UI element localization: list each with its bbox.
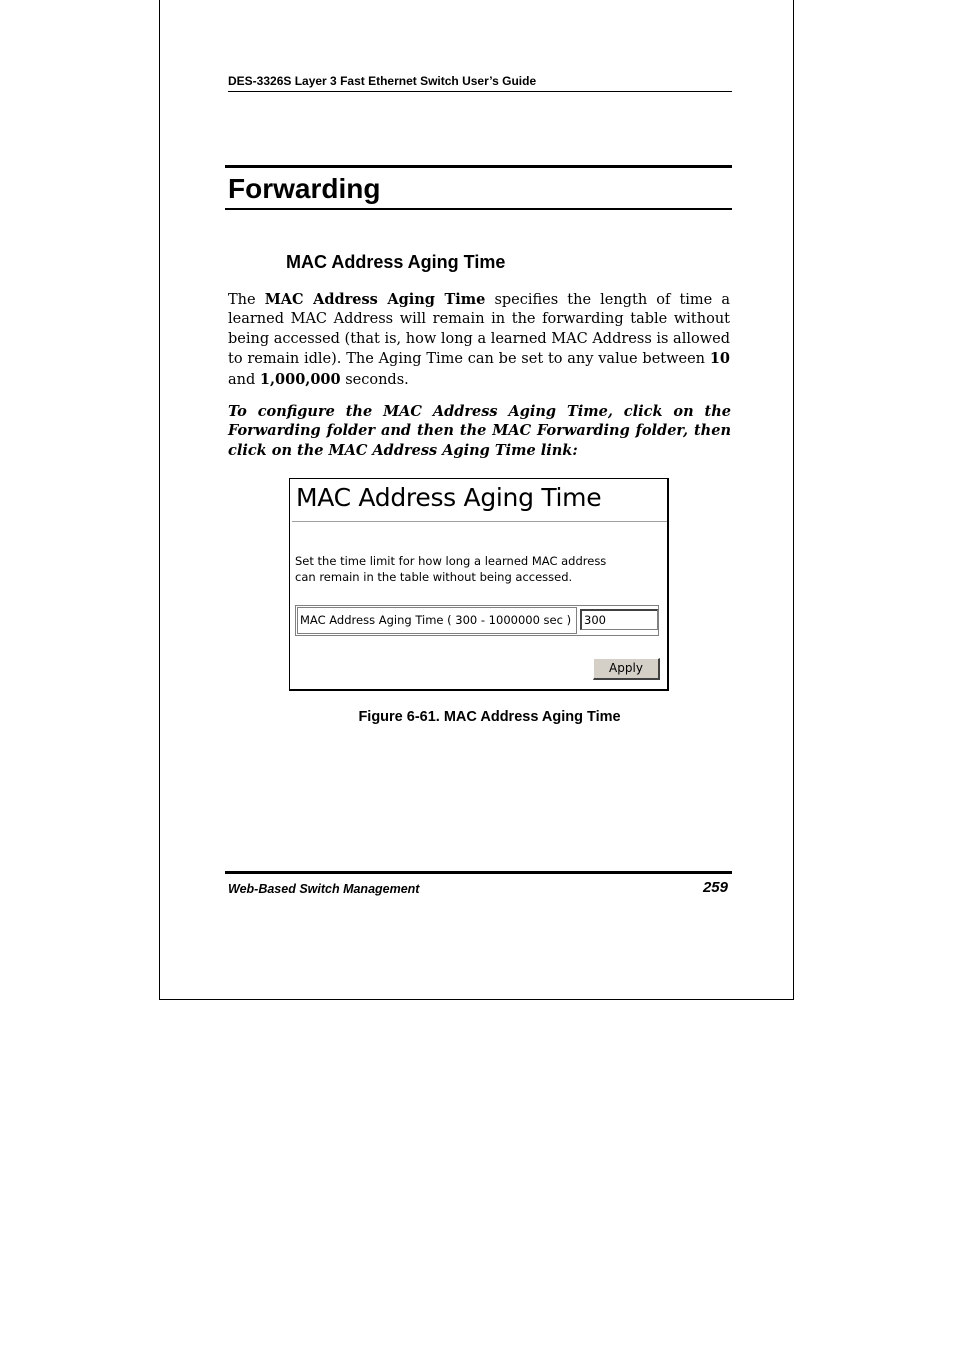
screenshot-title: MAC Address Aging Time (296, 483, 602, 512)
description-line: can remain in the table without being accessed. (295, 570, 573, 584)
section-heading: MAC Address Aging Time (286, 252, 506, 272)
footer-rule (225, 871, 732, 874)
body-bold-min: 10 (709, 350, 730, 368)
running-header: DES-3326S Layer 3 Fast Ethernet Switch User’s Guide (228, 74, 732, 92)
aging-time-input[interactable] (580, 609, 658, 630)
description-line: Set the time limit for how long a learned MAC address (295, 554, 607, 568)
chapter-rule-top (225, 165, 732, 168)
screenshot-description (295, 553, 615, 585)
chapter-rule-bottom (225, 208, 732, 210)
screenshot-panel (289, 478, 669, 691)
body-text: specifies the length of time a learned MAC Address will remain in the forwarding table without being accessed (that is, how long a learned MAC Address is allowed to remain idle). The Aging Time can be set to any value between (228, 292, 731, 368)
body-text: and (228, 371, 260, 388)
body-bold-max: 1,000,000 (259, 370, 341, 388)
aging-time-table (295, 605, 659, 636)
page-number: 259 (702, 879, 728, 896)
body-text: seconds. (340, 371, 409, 388)
instruction-paragraph: To configure the MAC Address Aging Time, click on the Forwarding folder and then the MAC Forwarding folder, then click on the MAC Address Aging Time link: (228, 403, 731, 459)
body-text: The (228, 292, 265, 308)
chapter-title: Forwarding (228, 173, 381, 204)
body-bold-term: MAC Address Aging Time (264, 291, 486, 308)
aging-time-label: MAC Address Aging Time ( 300 - 1000000 sec ) (297, 607, 577, 634)
apply-button[interactable]: Apply (593, 658, 660, 680)
figure-caption: Figure 6-61. MAC Address Aging Time (358, 709, 621, 725)
footer-title: Web-Based Switch Management (228, 882, 420, 896)
body-paragraph (228, 290, 730, 390)
screenshot-divider (292, 521, 667, 522)
